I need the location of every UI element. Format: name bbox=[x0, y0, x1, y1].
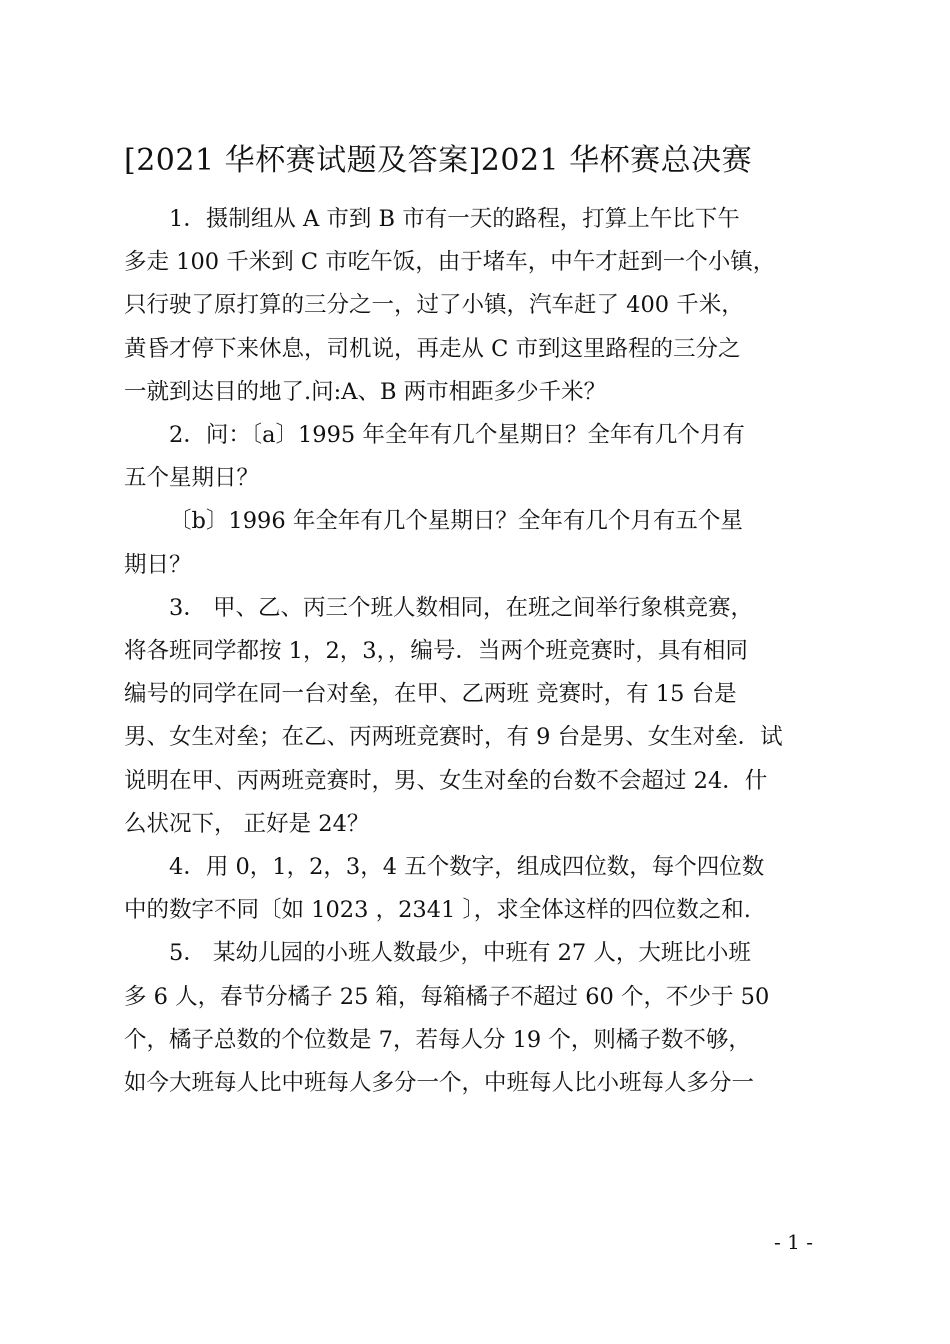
text-line: 编号的同学在同一台对垒，在甲、乙两班 竞赛时，有 15 台是 bbox=[124, 681, 737, 708]
text-line: 期日？ bbox=[124, 551, 192, 578]
text-line: 中的数字不同〔如 1023 ，2341 〕，求全体这样的四位数之和. bbox=[124, 897, 751, 924]
text-line: 2．问：〔a〕1995 年全年有几个星期日？全年有几个月有 bbox=[169, 422, 745, 449]
text-line: 3． 甲、乙、丙三个班人数相同，在班之间举行象棋竞赛， bbox=[169, 594, 753, 621]
page-title: [2021 华杯赛试题及答案]2021 华杯赛总决赛 bbox=[124, 143, 753, 178]
text-line: 如今大班每人比中班每人多分一个，中班每人比小班每人多分一 bbox=[124, 1070, 755, 1097]
text-line: 4．用 0，1，2，3，4 五个数字，组成四位数，每个四位数 bbox=[169, 854, 765, 881]
text-line: 〔b〕1996 年全年有几个星期日？全年有几个月有五个星 bbox=[169, 508, 743, 535]
text-line: 黄昏才停下来休息，司机说，再走从 C 市到这里路程的三分之 bbox=[124, 335, 741, 362]
question-5 bbox=[124, 932, 830, 1105]
text-line: 多 6 人，春节分橘子 25 箱，每箱橘子不超过 60 个，不少于 50 bbox=[124, 983, 770, 1010]
text-line: 1．摄制组从 A 市到 B 市有一天的路程，打算上午比下午 bbox=[169, 206, 740, 232]
text-line: 只行驶了原打算的三分之一，过了小镇，汽车赶了 400 千米， bbox=[124, 292, 744, 319]
text-line: 多走 100 千米到 C 市吃午饭，由于堵车，中午才赶到一个小镇， bbox=[124, 249, 776, 276]
question-1 bbox=[124, 198, 830, 414]
question-2 bbox=[124, 414, 830, 587]
text-line: 说明在甲、丙两班竞赛时，男、女生对垒的台数不会超过 24．什 bbox=[124, 767, 768, 794]
document-body bbox=[124, 198, 830, 1105]
text-line: 一就到达目的地了.问:A、B 两市相距多少千米？ bbox=[124, 378, 607, 405]
text-line: 男、女生对垒；在乙、丙两班竞赛时，有 9 台是男、女生对垒．试 bbox=[124, 724, 783, 751]
text-line: 五个星期日？ bbox=[124, 465, 260, 492]
text-line: 个，橘子总数的个位数是 7，若每人分 19 个，则橘子数不够， bbox=[124, 1026, 751, 1053]
page-number: - 1 - bbox=[774, 1230, 813, 1254]
text-line: 么状况下， 正好是 24？ bbox=[124, 810, 370, 837]
question-3 bbox=[124, 587, 830, 846]
text-line: 5． 某幼儿园的小班人数最少，中班有 27 人，大班比小班 bbox=[169, 940, 751, 967]
question-4 bbox=[124, 846, 830, 932]
text-line: 将各班同学都按 1，2，3，，编号．当两个班竞赛时，具有相同 bbox=[124, 638, 748, 665]
